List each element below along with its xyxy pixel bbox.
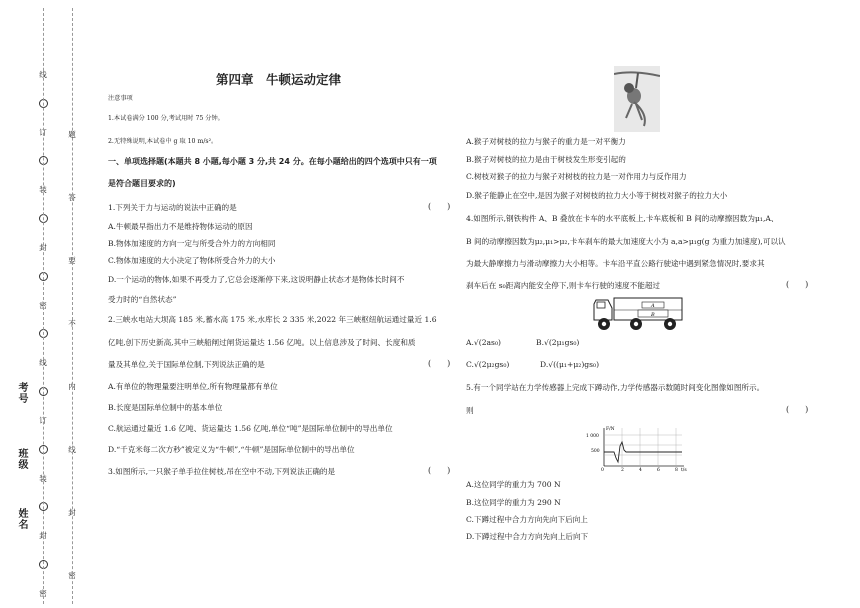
binding-dashed-line — [43, 8, 44, 604]
margin-text: 封 — [39, 242, 47, 252]
answer-bracket: ( ) — [786, 280, 809, 289]
notice-heading: 注意事项 — [108, 95, 133, 102]
margin-text: 题 — [68, 130, 76, 139]
truck-diagram — [592, 294, 686, 332]
graph-tick-label: 2 — [621, 468, 624, 472]
margin-text: 密 — [39, 588, 47, 598]
question-stem: 2.三峡水电站大坝高 185 米,蓄水高 175 米,水库长 2 335 米,2022 年三峡枢纽航运通过量近 1.6 — [108, 315, 437, 324]
question-stem: 4.如图所示,钢铁构件 A、B 叠放在卡车的水平底板上,卡车底板和 B 间的动摩擦因数为μ₁,A、 — [466, 214, 779, 223]
question-stem: B 间的动摩擦因数为μ₂,μ₁>μ₂,卡车刹车的最大加速度大小为 a,a>μ₁g(g 为重力加速度),可以认 — [466, 237, 786, 246]
option: B.长度是国际单位制中的基本单位 — [108, 403, 223, 412]
question-stem: 1.下列关于力与运动的说法中正确的是 — [108, 203, 237, 212]
margin-text: 订 — [39, 127, 47, 137]
margin-text: 答 — [68, 193, 76, 202]
option: 受力时的“自然状态” — [108, 295, 177, 304]
margin-text: 订 — [39, 415, 47, 425]
answer-bracket: ( ) — [786, 405, 809, 414]
margin-text: 要 — [68, 256, 76, 265]
question-stem: 亿吨,创下历史新高,其中三峡船闸过闸货运量达 1.56 亿吨。以上信息涉及了时间、长度和质 — [108, 338, 416, 347]
option: C.下蹲过程中合力方向先向下后向上 — [466, 515, 588, 524]
notice-line: 2.无特殊说明,本试卷中 g 取 10 m/s²。 — [108, 138, 218, 145]
option: D.下蹲过程中合力方向先向上后向下 — [466, 532, 589, 541]
graph-tick-label: 6 — [657, 468, 660, 472]
option: B.√(2μ₁gs₀) — [536, 338, 580, 347]
graph-tick-label: 1 000 — [586, 434, 599, 439]
option: A.√(2as₀) — [466, 338, 501, 347]
answer-bracket: ( ) — [428, 359, 451, 368]
graph-x-label: t/s — [681, 468, 687, 472]
answer-bracket: ( ) — [428, 202, 451, 211]
option: D.一个运动的物体,如果不再受力了,它总会逐渐停下来,这说明静止状态才是物体长时间不 — [108, 275, 405, 284]
option: B.猴子对树枝的拉力是由于树枝发生形变引起的 — [466, 155, 626, 164]
class-label: 班级 — [16, 448, 27, 470]
graph-y-label: F/N — [606, 427, 615, 432]
option: A.牛顿最早指出力不是维持物体运动的原因 — [108, 222, 253, 231]
section-heading: 一、单项选择题(本题共 8 小题,每小题 3 分,共 24 分。在每小题给出的四个选项中只有一项 — [108, 157, 437, 166]
option: D.“千克米每二次方秒”被定义为“牛顿”,“牛顿”是国际单位制中的导出单位 — [108, 445, 355, 454]
option: A.有单位的物理量要注明单位,所有物理量都有单位 — [108, 382, 278, 391]
graph-tick-label: 8 — [675, 468, 678, 472]
graph-tick-label: 4 — [639, 468, 642, 472]
block-a-label: A — [651, 303, 655, 309]
section-heading: 是符合题目要求的) — [108, 179, 176, 188]
exam-number-label: 考号 — [16, 382, 27, 404]
option: A.这位同学的重力为 700 N — [466, 480, 561, 489]
margin-text: 线 — [39, 358, 47, 368]
binding-dashed-line — [72, 8, 73, 604]
margin-text: 线 — [68, 445, 76, 454]
option: D.√((μ₁+μ₂)gs₀) — [540, 360, 600, 369]
page-title: 第四章 牛顿运动定律 — [216, 72, 342, 87]
force-time-graph — [582, 424, 692, 472]
margin-text: 内 — [68, 382, 76, 391]
graph-tick-label: 500 — [591, 449, 600, 454]
monkey-illustration — [614, 66, 660, 132]
question-stem: 5.有一个同学站在力学传感器上完成下蹲动作,力学传感器示数随时间变化图像如图所示。 — [466, 383, 765, 392]
notice-line: 1.本试卷满分 100 分,考试用时 75 分钟。 — [108, 115, 224, 122]
margin-text: 密 — [39, 300, 47, 310]
margin-text: 线 — [39, 70, 47, 79]
option: C.√(2μ₂gs₀) — [466, 360, 510, 369]
margin-text: 封 — [68, 508, 76, 517]
question-stem: 3.如图所示,一只猴子单手拉住树枝,吊在空中不动,下列说法正确的是 — [108, 467, 336, 476]
option: C.航运通过量近 1.6 亿吨、货运量达 1.56 亿吨,单位“吨”是国际单位制中的导出单位 — [108, 424, 393, 433]
question-stem: 量及其单位,关于国际单位制,下列说法正确的是 — [108, 360, 265, 369]
margin-text: 封 — [39, 531, 47, 541]
option: A.猴子对树枝的拉力与猴子的重力是一对平衡力 — [466, 137, 626, 146]
margin-text: 装 — [39, 185, 47, 195]
name-label: 姓名 — [16, 508, 27, 530]
option: C.物体加速度的大小决定了物体所受合外力的大小 — [108, 256, 276, 265]
graph-tick-label: 0 — [601, 468, 604, 472]
question-stem: 刹车后在 s₀距离内能安全停下,则卡车行驶的速度不能超过 — [466, 281, 661, 290]
option: B.物体加速度的方向一定与所受合外力的方向相同 — [108, 239, 276, 248]
block-b-label: B — [651, 312, 655, 318]
question-stem: 则 — [466, 406, 474, 415]
option: D.猴子能静止在空中,是因为猴子对树枝的拉力大小等于树枝对猴子的拉力大小 — [466, 191, 728, 200]
option: B.这位同学的重力为 290 N — [466, 498, 561, 507]
margin-text: 不 — [68, 319, 76, 328]
margin-text: 密 — [68, 571, 76, 580]
option: C.树枝对猴子的拉力与猴子对树枝的拉力是一对作用力与反作用力 — [466, 172, 687, 181]
margin-text: 装 — [39, 473, 47, 483]
answer-bracket: ( ) — [428, 466, 451, 475]
question-stem: 为最大静摩擦力与滑动摩擦力大小相等。卡车沿平直公路行驶途中遇到紧急情况时,要求其 — [466, 259, 765, 268]
